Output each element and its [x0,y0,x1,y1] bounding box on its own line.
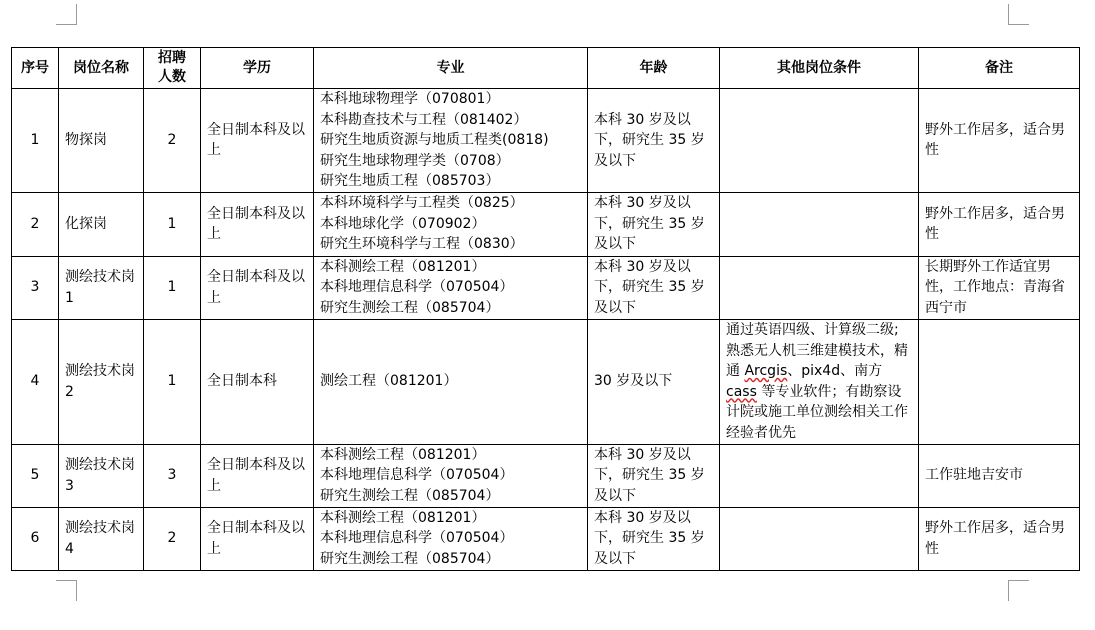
cell-serial-number: 2 [12,192,59,256]
cell-serial-number: 5 [12,444,59,507]
cell-education: 全日制本科及以上 [201,507,314,570]
cell-other-conditions [720,507,919,570]
cell-other-conditions [720,319,919,444]
cell-major [314,444,588,507]
header-age: 年龄 [588,48,720,89]
cell-major [314,89,588,193]
major-line: 本科环境科学与工程类（0825） [320,195,524,212]
cell-headcount: 1 [144,319,201,444]
header-serial-number: 序号 [12,48,59,89]
condition-text: 通过英语四级、计算级二级;熟悉无人机三维建模技术，精通 [726,322,908,379]
page-corner-mark-bottom-right [1008,580,1029,601]
major-line: 研究生地质资源与地质工程类(0818) [320,132,549,148]
cell-major [314,192,588,256]
major-line: 研究生环境科学与工程（0830） [320,236,524,253]
cell-serial-number: 6 [12,507,59,570]
major-line: 本科地理信息科学（070504） [320,530,514,547]
condition-software-cass: cass [726,383,757,400]
cell-other-conditions [720,89,919,193]
cell-remarks [919,319,1080,444]
header-education: 学历 [201,48,314,89]
cell-age: 本科 30 岁及以下，研究生 35 岁及以下 [588,507,720,570]
major-line: 研究生测绘工程（085704） [320,299,500,316]
major-line: 本科地球物理学（070801） [320,91,500,107]
page-corner-mark-top-right [1008,4,1029,25]
cell-serial-number: 1 [12,89,59,193]
header-major: 专业 [314,48,588,89]
major-line: 本科测绘工程（081201） [320,446,486,463]
cell-other-conditions [720,444,919,507]
cell-education: 全日制本科及以上 [201,89,314,193]
cell-remarks: 长期野外工作适宜男性，工作地点：青海省西宁市 [919,256,1080,319]
cell-major [314,507,588,570]
cell-remarks: 工作驻地吉安市 [919,444,1080,507]
major-line: 本科测绘工程（081201） [320,258,486,275]
cell-remarks: 野外工作居多，适合男性 [919,89,1080,193]
major-line: 研究生地球物理学类（0708） [320,152,510,169]
major-line: 本科地理信息科学（070504） [320,467,514,484]
table-row [12,192,1080,256]
cell-serial-number: 4 [12,319,59,444]
header-remarks: 备注 [919,48,1080,89]
cell-headcount: 1 [144,256,201,319]
cell-position-name: 物探岗 [59,89,144,193]
cell-age: 本科 30 岁及以下，研究生 35 岁及以下 [588,89,720,193]
major-line: 本科地球化学（070902） [320,215,486,232]
condition-text: 、pix4d、南方 [787,363,883,379]
header-position-name: 岗位名称 [59,48,144,89]
major-line: 研究生地质工程（085703） [320,173,500,189]
cell-age: 本科 30 岁及以下，研究生 35 岁及以下 [588,192,720,256]
cell-major [314,319,588,444]
table-row [12,256,1080,319]
major-line: 研究生测绘工程（085704） [320,487,500,504]
cell-education: 全日制本科及以上 [201,444,314,507]
cell-headcount: 3 [144,444,201,507]
table-row [12,319,1080,444]
cell-serial-number: 3 [12,256,59,319]
cell-other-conditions [720,192,919,256]
condition-text: 等专业软件；有勘察设计院或施工单位测绘相关工作经验者优先 [726,383,908,441]
cell-education: 全日制本科 [201,319,314,444]
cell-position-name: 化探岗 [59,192,144,256]
condition-software-arcgis: Arcgis [744,363,788,379]
major-line: 测绘工程（081201） [320,373,458,390]
major-line: 研究生测绘工程（085704） [320,550,500,567]
cell-headcount: 1 [144,192,201,256]
page-corner-mark-top-left [56,4,77,25]
cell-headcount: 2 [144,89,201,193]
cell-age: 本科 30 岁及以下，研究生 35 岁及以下 [588,444,720,507]
cell-position-name: 测绘技术岗 1 [59,256,144,319]
cell-remarks: 野外工作居多，适合男性 [919,507,1080,570]
header-headcount: 招聘人数 [144,48,201,89]
cell-position-name: 测绘技术岗 4 [59,507,144,570]
cell-education: 全日制本科及以上 [201,256,314,319]
cell-other-conditions [720,256,919,319]
cell-remarks: 野外工作居多，适合男性 [919,192,1080,256]
page-corner-mark-bottom-left [56,580,77,601]
recruitment-table [11,47,1080,571]
table-header-row [12,48,1080,89]
table-row [12,89,1080,193]
cell-age: 本科 30 岁及以下，研究生 35 岁及以下 [588,256,720,319]
table-row [12,444,1080,507]
cell-age: 30 岁及以下 [588,319,720,444]
cell-position-name: 测绘技术岗 3 [59,444,144,507]
major-line: 本科勘查技术与工程（081402） [320,111,528,128]
cell-headcount: 2 [144,507,201,570]
cell-major [314,256,588,319]
major-line: 本科地理信息科学（070504） [320,279,514,296]
header-other-conditions: 其他岗位条件 [720,48,919,89]
table-row [12,507,1080,570]
cell-education: 全日制本科及以上 [201,192,314,256]
cell-position-name: 测绘技术岗 2 [59,319,144,444]
major-line: 本科测绘工程（081201） [320,509,486,526]
